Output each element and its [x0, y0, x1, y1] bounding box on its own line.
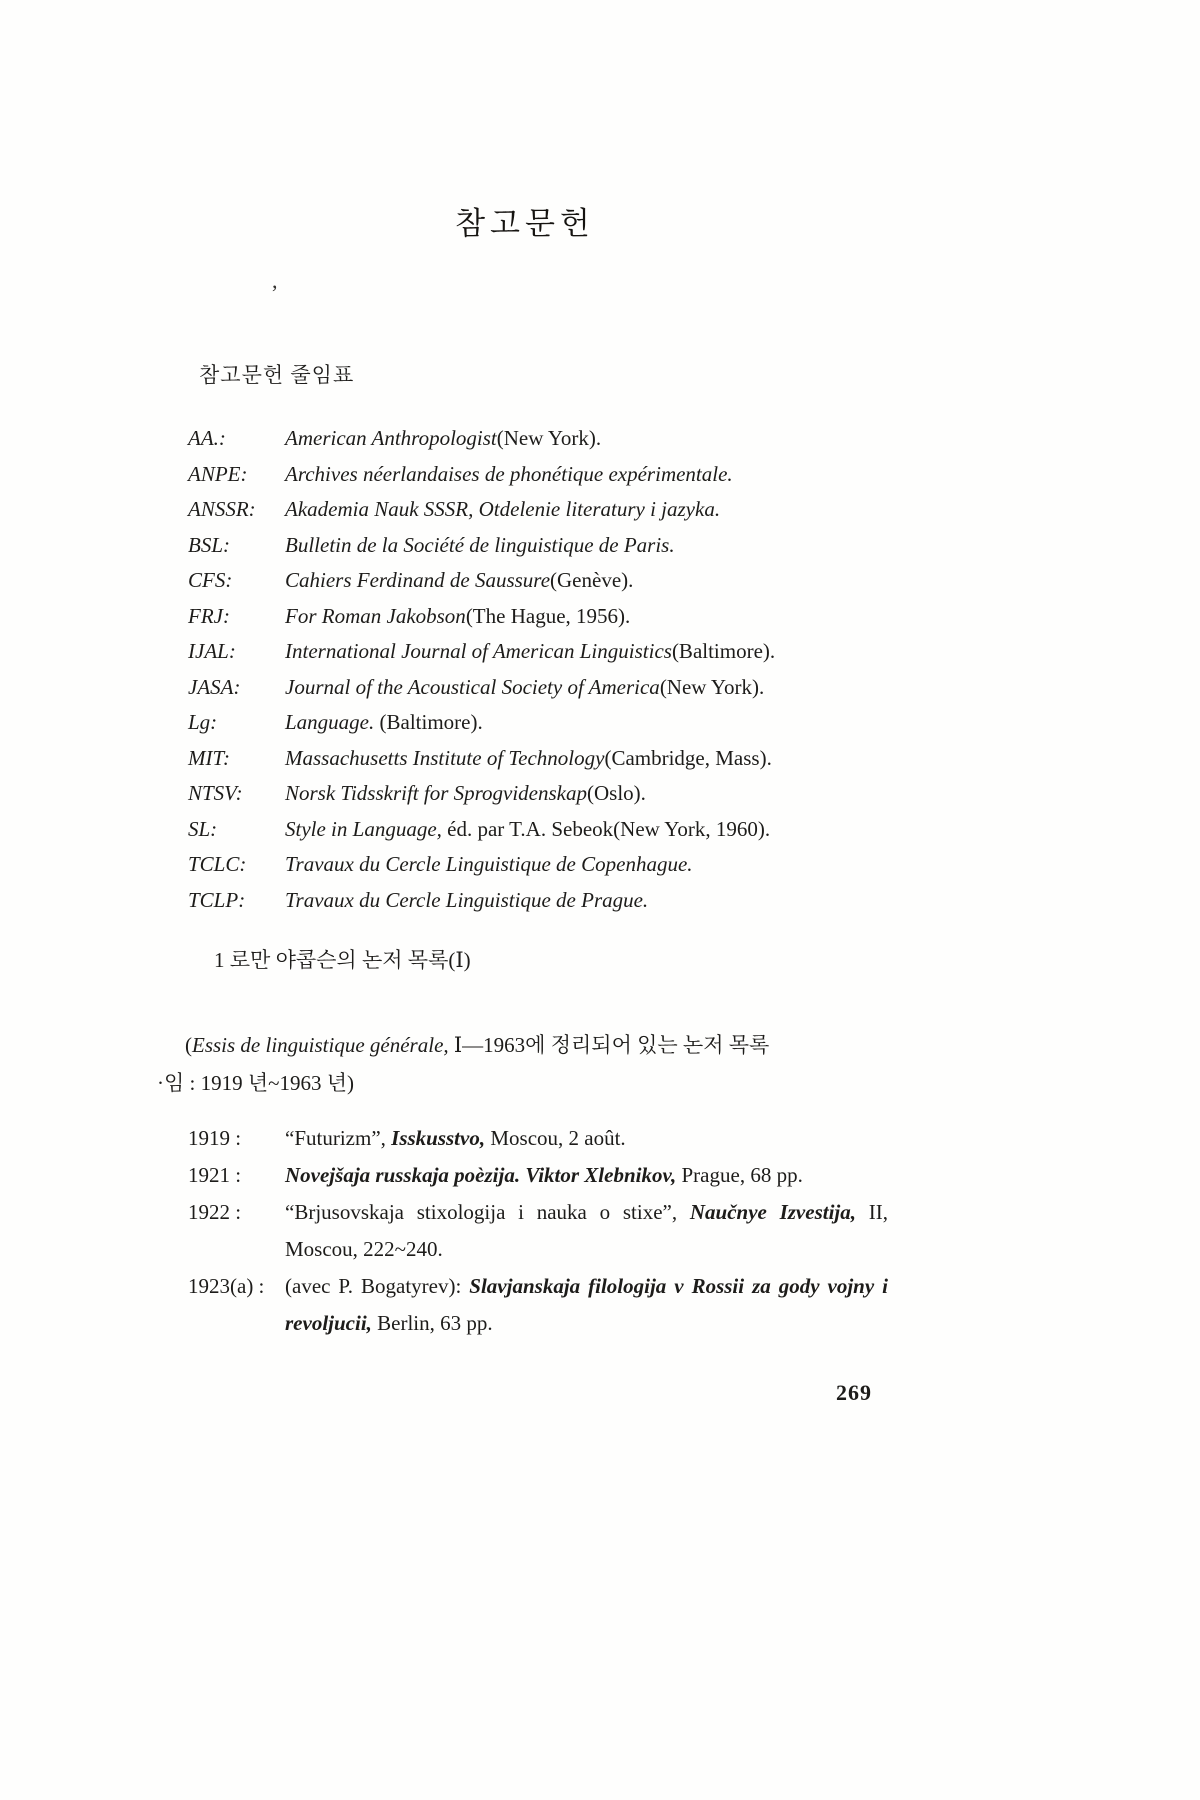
- abbreviation-row: [188, 847, 900, 883]
- abbreviations-heading: 참고문헌 줄임표: [199, 363, 355, 387]
- abbreviation-code: IJAL:: [188, 639, 236, 663]
- abbreviation-title: Bulletin de la Société de linguistique de Paris.: [285, 532, 675, 557]
- note-rest: Ⅰ—1963에 정리되어 있는 논저 목록: [448, 1033, 770, 1057]
- abbreviation-code: ANPE:: [188, 461, 248, 486]
- entry-pre: (avec P. Bogatyrev):: [285, 1274, 470, 1298]
- abbreviation-title: Norsk Tidsskrift for Sprogvidenskap: [285, 781, 587, 805]
- abbreviation-title: For Roman Jakobson: [285, 603, 466, 628]
- abbreviation-detail: (Baltimore).: [671, 639, 776, 663]
- abbreviation-code: AA.:: [188, 426, 226, 450]
- abbreviation-code: SL:: [188, 816, 218, 841]
- abbreviation-detail: (New York).: [659, 674, 765, 699]
- section-note-line1: [157, 1026, 893, 1064]
- abbreviation-definition: [285, 741, 900, 777]
- abbreviation-detail: (New York).: [496, 426, 602, 450]
- page-title: 참고문헌: [455, 206, 595, 241]
- abbreviation-title: Massachusetts Institute of Technology: [285, 745, 605, 770]
- entry-pre: “Futurizm”,: [285, 1126, 392, 1150]
- abbreviation-definition: [285, 812, 900, 848]
- abbreviation-title: Language.: [285, 710, 375, 734]
- abbreviation-row: [188, 599, 900, 635]
- abbreviation-row: [188, 563, 900, 599]
- abbreviation-row: [188, 492, 900, 528]
- abbreviation-row: [188, 528, 900, 564]
- abbreviation-detail: (Cambridge, Mass).: [604, 745, 772, 770]
- abbreviation-title: Travaux du Cercle Linguistique de Prague.: [285, 887, 649, 912]
- abbreviation-code: NTSV:: [188, 781, 243, 805]
- abbreviation-definition: [285, 883, 900, 919]
- entry-pre: “Brjusovskaja stixologija i nauka o stixe”,: [285, 1200, 690, 1224]
- entry-post: II, Moscou, 222~240.: [285, 1200, 888, 1261]
- abbreviation-definition: [285, 670, 900, 706]
- entry-post: Moscou, 2 août.: [485, 1126, 626, 1150]
- abbreviation-code: MIT:: [188, 745, 230, 770]
- abbreviation-row: [188, 812, 900, 848]
- abbreviations-list: [188, 421, 900, 918]
- abbreviation-title: Akademia Nauk SSSR, Otdelenie literatury i jazyka.: [285, 497, 721, 521]
- entry-title: Slavjanskaja filologija v Rossii za gody vojny i revoljucii,: [285, 1274, 888, 1335]
- abbreviation-code: JASA:: [188, 674, 241, 699]
- abbreviation-code: Lg:: [188, 710, 218, 734]
- abbreviation-row: [188, 457, 900, 493]
- entry-text: [285, 1194, 888, 1268]
- abbreviation-title: Archives néerlandaises de phonétique expérimentale.: [285, 461, 733, 486]
- section-heading: 1 로만 야콥슨의 논저 목록(Ⅰ): [214, 948, 471, 972]
- note-italic-title: Essis de linguistique générale,: [192, 1033, 449, 1057]
- abbreviation-code: BSL:: [188, 532, 230, 557]
- abbreviation-row: [188, 776, 900, 812]
- entry-post: Berlin, 63 pp.: [371, 1311, 493, 1335]
- abbreviation-title: Journal of the Acoustical Society of America: [285, 674, 660, 699]
- note-open-paren: (: [185, 1033, 192, 1057]
- abbreviation-definition: [285, 457, 900, 493]
- abbreviation-row: [188, 883, 900, 919]
- entry-title: Naučnye Izvestija,: [689, 1200, 856, 1224]
- abbreviation-definition: [285, 563, 900, 599]
- abbreviation-row: [188, 670, 900, 706]
- abbreviation-detail: (Baltimore).: [374, 710, 483, 734]
- section-note-line2: ·임 : 1919 년~1963 년): [157, 1071, 355, 1095]
- abbreviation-definition: [285, 634, 900, 670]
- abbreviation-detail: (Genève).: [550, 568, 634, 592]
- entry-text: [285, 1268, 888, 1342]
- entry-text: [285, 1120, 888, 1157]
- entry-post: Prague, 68 pp.: [676, 1163, 803, 1187]
- page-number: 269: [836, 1380, 872, 1405]
- abbreviation-code: FRJ:: [188, 603, 230, 628]
- abbreviation-definition: [285, 847, 900, 883]
- bibliography-list: [188, 1120, 888, 1342]
- abbreviation-detail: (Oslo).: [587, 781, 646, 805]
- entry-year: 1923(a) :: [188, 1274, 265, 1298]
- entry-year: 1919 :: [188, 1126, 242, 1150]
- abbreviation-row: [188, 741, 900, 777]
- abbreviation-definition: [285, 421, 900, 457]
- abbreviation-row: [188, 705, 900, 741]
- section-note: [157, 1026, 893, 1102]
- abbreviation-definition: [285, 599, 900, 635]
- abbreviation-detail: (The Hague, 1956).: [465, 603, 631, 628]
- entry-text: [285, 1157, 888, 1194]
- entry-year: 1921 :: [188, 1163, 242, 1187]
- abbreviation-title: Cahiers Ferdinand de Saussure: [285, 568, 551, 592]
- entry-year: 1922 :: [188, 1200, 242, 1224]
- bibliography-entry: [188, 1157, 888, 1194]
- entry-title: Isskusstvo,: [391, 1126, 486, 1150]
- abbreviation-definition: [285, 776, 900, 812]
- entry-title: Novejšaja russkaja poèzija. Viktor Xlebnikov,: [285, 1163, 677, 1187]
- abbreviation-definition: [285, 492, 900, 528]
- abbreviation-definition: [285, 705, 900, 741]
- abbreviation-code: CFS:: [188, 568, 233, 592]
- scan-artifact-mark: ,: [272, 268, 278, 293]
- bibliography-entry: [188, 1194, 888, 1268]
- abbreviation-title: Style in Language,: [285, 816, 442, 841]
- abbreviation-title: Travaux du Cercle Linguistique de Copenhague.: [285, 852, 693, 876]
- abbreviation-title: International Journal of American Linguistics: [285, 639, 672, 663]
- abbreviation-definition: [285, 528, 900, 564]
- bibliography-entry: [188, 1120, 888, 1157]
- bibliography-entry: [188, 1268, 888, 1342]
- abbreviation-row: [188, 421, 900, 457]
- abbreviation-title: American Anthropologist: [285, 426, 497, 450]
- abbreviation-code: ANSSR:: [188, 497, 256, 521]
- abbreviation-row: [188, 634, 900, 670]
- abbreviation-detail: éd. par T.A. Sebeok(New York, 1960).: [441, 816, 771, 841]
- abbreviation-code: TCLP:: [188, 887, 246, 912]
- abbreviation-code: TCLC:: [188, 852, 247, 876]
